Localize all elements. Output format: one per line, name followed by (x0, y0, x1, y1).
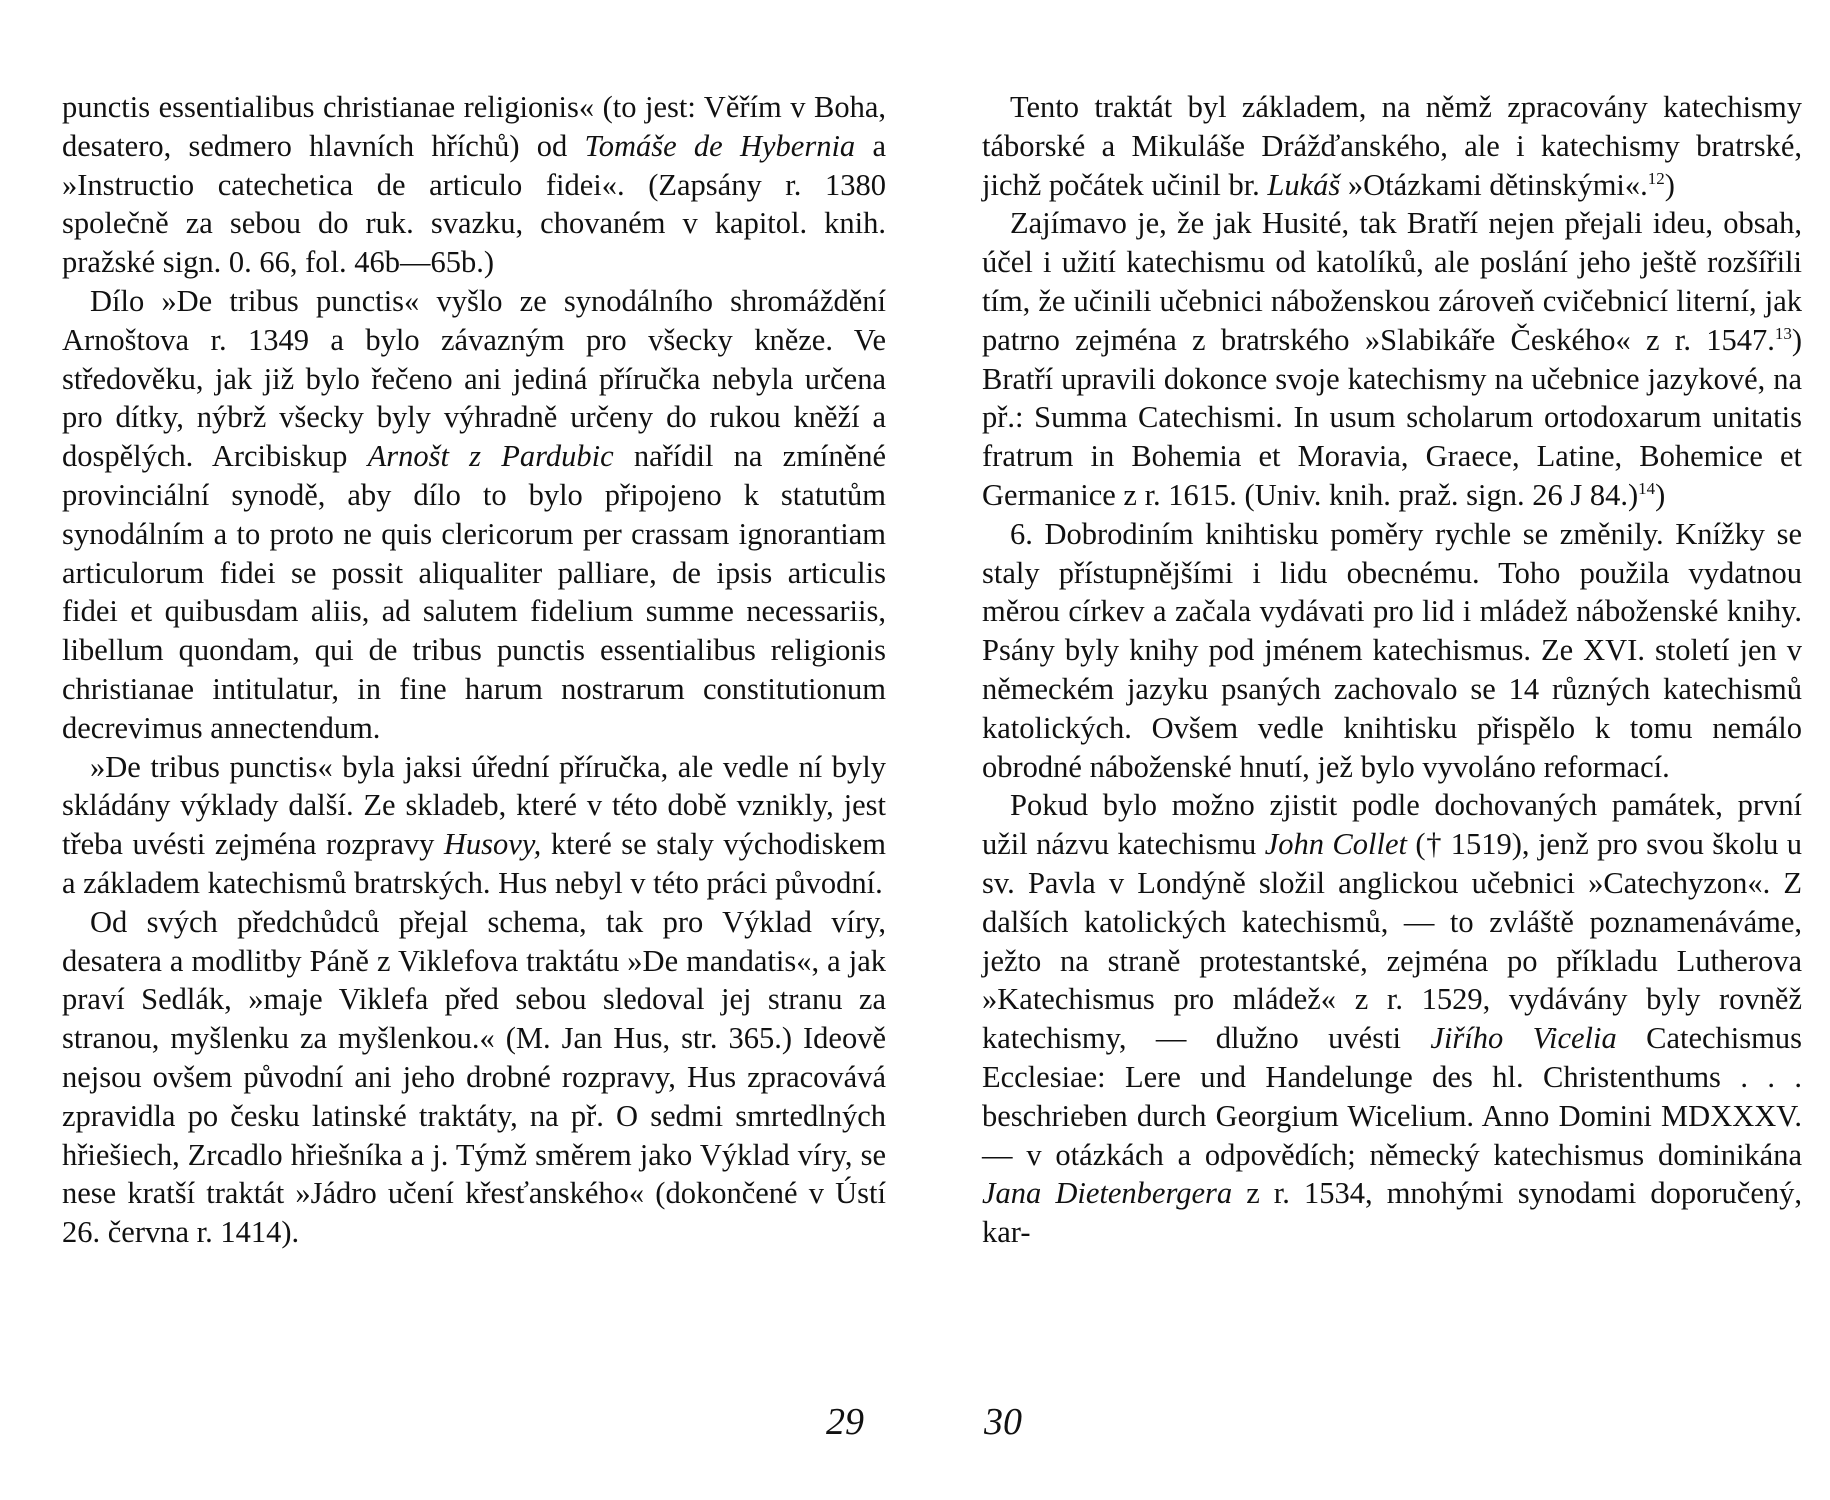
italic-name: Lukáš (1267, 167, 1341, 202)
text-run: a »Instructio catechetica de articulo fidei«. (Zapsány r. 1380 společně za sebou do ruk. svazku, chovaném v kapitol. knih. pražské sign. 0. 66, fol. 46b—65b.) (62, 128, 887, 280)
right-page (982, 88, 1802, 1252)
italic-name: Jana Dietenbergera (982, 1176, 1233, 1211)
left-paragraph-3 (62, 748, 886, 903)
right-paragraph-2 (982, 204, 1802, 514)
italic-name: Jiřího Vicelia (1430, 1021, 1617, 1056)
text-run: 6. Dobrodiním knihtisku poměry rychle se změnily. Knížky se staly přístupnějšími i lidu obecnému. Toho použila vydatnou měrou církev a začala vydávati pro lid i mládež náboženské knihy. Psány byly knihy pod jménem katechismus. Ze XVI. století jen v německém jazyku psaných zachovalo se 14 různých katechismů katolických. Ovšem vedle knihtisku přispělo k tomu nemálo obrodné náboženské hnutí, jež bylo vyvoláno reformací. (982, 516, 1802, 784)
italic-name: Tomáše de Hybernia (584, 128, 856, 163)
text-run: »De tribus punctis« byla jaksi úřední příručka, ale vedle ní byly skládány výklady další. Ze skladeb, které v této době vznikly, jest třeba uvésti zejména rozpravy (62, 749, 886, 862)
footnote-reference: 14 (1638, 478, 1656, 498)
footnote-reference: 12 (1647, 168, 1665, 188)
text-run: punctis essentialibus christianae religionis« (to jest: Věřím v Boha, desatero, sedmero hlavních hříchů) od (62, 90, 886, 163)
text-run: ) (1655, 477, 1666, 512)
right-paragraph-3 (982, 515, 1802, 787)
text-run: »Otázkami dětinskými«. (1340, 167, 1648, 202)
text-run: nařídil na zmíněné provinciální synodě, aby dílo to bylo připojeno k statutům synodálním a to proto ne quis clericorum per crassam ignorantiam articulorum fidei se possit aliqualiter palliare, de ipsis articulis fidei et quibusdam aliis, ad salutem fidelium summe necessariis, libellum quondam, qui de tribus punctis essentialibus religionis christianae intitulatur, in fine harum nostrarum constitutionum decrevimus annectendum. (62, 439, 886, 745)
left-page (62, 88, 886, 1252)
text-run: Od svých předchůdců přejal schema, tak pro Výklad víry, desatera a modlitby Páně z Viklefova traktátu »De mandatis«, a jak praví Sedlák, »maje Viklefa před sebou sledoval jej stranu za stranou, myšlenku za myšlenkou.« (M. Jan Hus, str. 365.) Ideově nejsou ovšem původní ani jeho drobné rozpravy, Hus zpracovává zpravidla po česku latinské traktáty, na př. O sedmi smrtedlných hřiešiech, Zrcadlo hřiešníka a j. Týmž směrem jako Výklad víry, se nese kratší traktát »Jádro učení křesťanského« (dokončené v Ústí 26. června r. 1414). (62, 904, 886, 1250)
left-page-number: 29 (826, 1401, 864, 1443)
text-run: které se staly východiskem a základem katechismů bratrských. Hus nebyl v této práci původní. (62, 827, 887, 900)
text-run: ) Bratří upravili dokonce svoje katechismy na učebnice jazykové, na př.: Summa Catechismi. In usum scholarum ortodoxarum unitatis fratrum in Bohemia et Moravia, Graece, Latine, Bohemice et Germanice z r. 1615. (Univ. knih. praž. sign. 26 J 84.) (982, 322, 1802, 512)
left-paragraph-1 (62, 88, 886, 282)
text-run: Catechismus Ecclesiae: Lere und Handelunge des hl. Christenthums . . . beschrieben durch Georgium Wicelium. Anno Domini MDXXXV. — v otázkách a odpovědích; německý katechismus dominikána (982, 1021, 1802, 1172)
italic-name: Husovy, (443, 827, 542, 862)
text-run: ) (1664, 167, 1675, 202)
left-paragraph-2 (62, 282, 886, 748)
right-page-number: 30 (984, 1401, 1022, 1443)
italic-name: Arnošt z Pardubic (367, 439, 614, 474)
footnote-reference: 13 (1774, 323, 1792, 343)
text-run: Dílo »De tribus punctis« vyšlo ze synodálního shromáždění Arnoštova r. 1349 a bylo závazným pro všecky kněze. Ve středověku, jak již bylo řečeno ani jediná příručka nebyla určena pro dítky, nýbrž všecky byly výhradně určeny do rukou kněží a dospělých. Arcibiskup (62, 283, 886, 474)
right-paragraph-4 (982, 786, 1802, 1252)
italic-name: John Collet (1264, 827, 1407, 862)
text-run: († 1519), jenž pro svou školu u sv. Pavla v Londýně složil anglickou učebnici »Catechyzon«. Z dalších katolických katechismů, — to zvláště poznamenáváme, ježto na straně protestantské, zejména po příkladu Lutherova »Katechismus pro mládež« z r. 1529, vydávány byly rovněž katechismy, — dlužno uvésti (982, 827, 1802, 1056)
left-paragraph-4 (62, 903, 886, 1252)
text-run: Tento traktát byl základem, na němž zpracovány katechismy táborské a Mikuláše Drážďanského, ale i katechismy bratrské, jichž počátek učinil br. (982, 90, 1802, 202)
text-run: Pokud bylo možno zjistit podle dochovaných památek, první užil názvu katechismu (982, 788, 1802, 862)
text-run: z r. 1534, mnohými synodami doporučený, kar- (982, 1176, 1802, 1250)
text-run: Zajímavo je, že jak Husité, tak Bratří nejen přejali ideu, obsah, účel i užití katechismu od katolíků, ale poslání jeho ještě rozšířili tím, že učinili učebnici náboženskou zároveň cvičebnicí literní, jak patrno zejména z bratrského »Slabikáře Českého« z r. 1547. (982, 206, 1802, 357)
right-paragraph-1 (982, 88, 1802, 204)
